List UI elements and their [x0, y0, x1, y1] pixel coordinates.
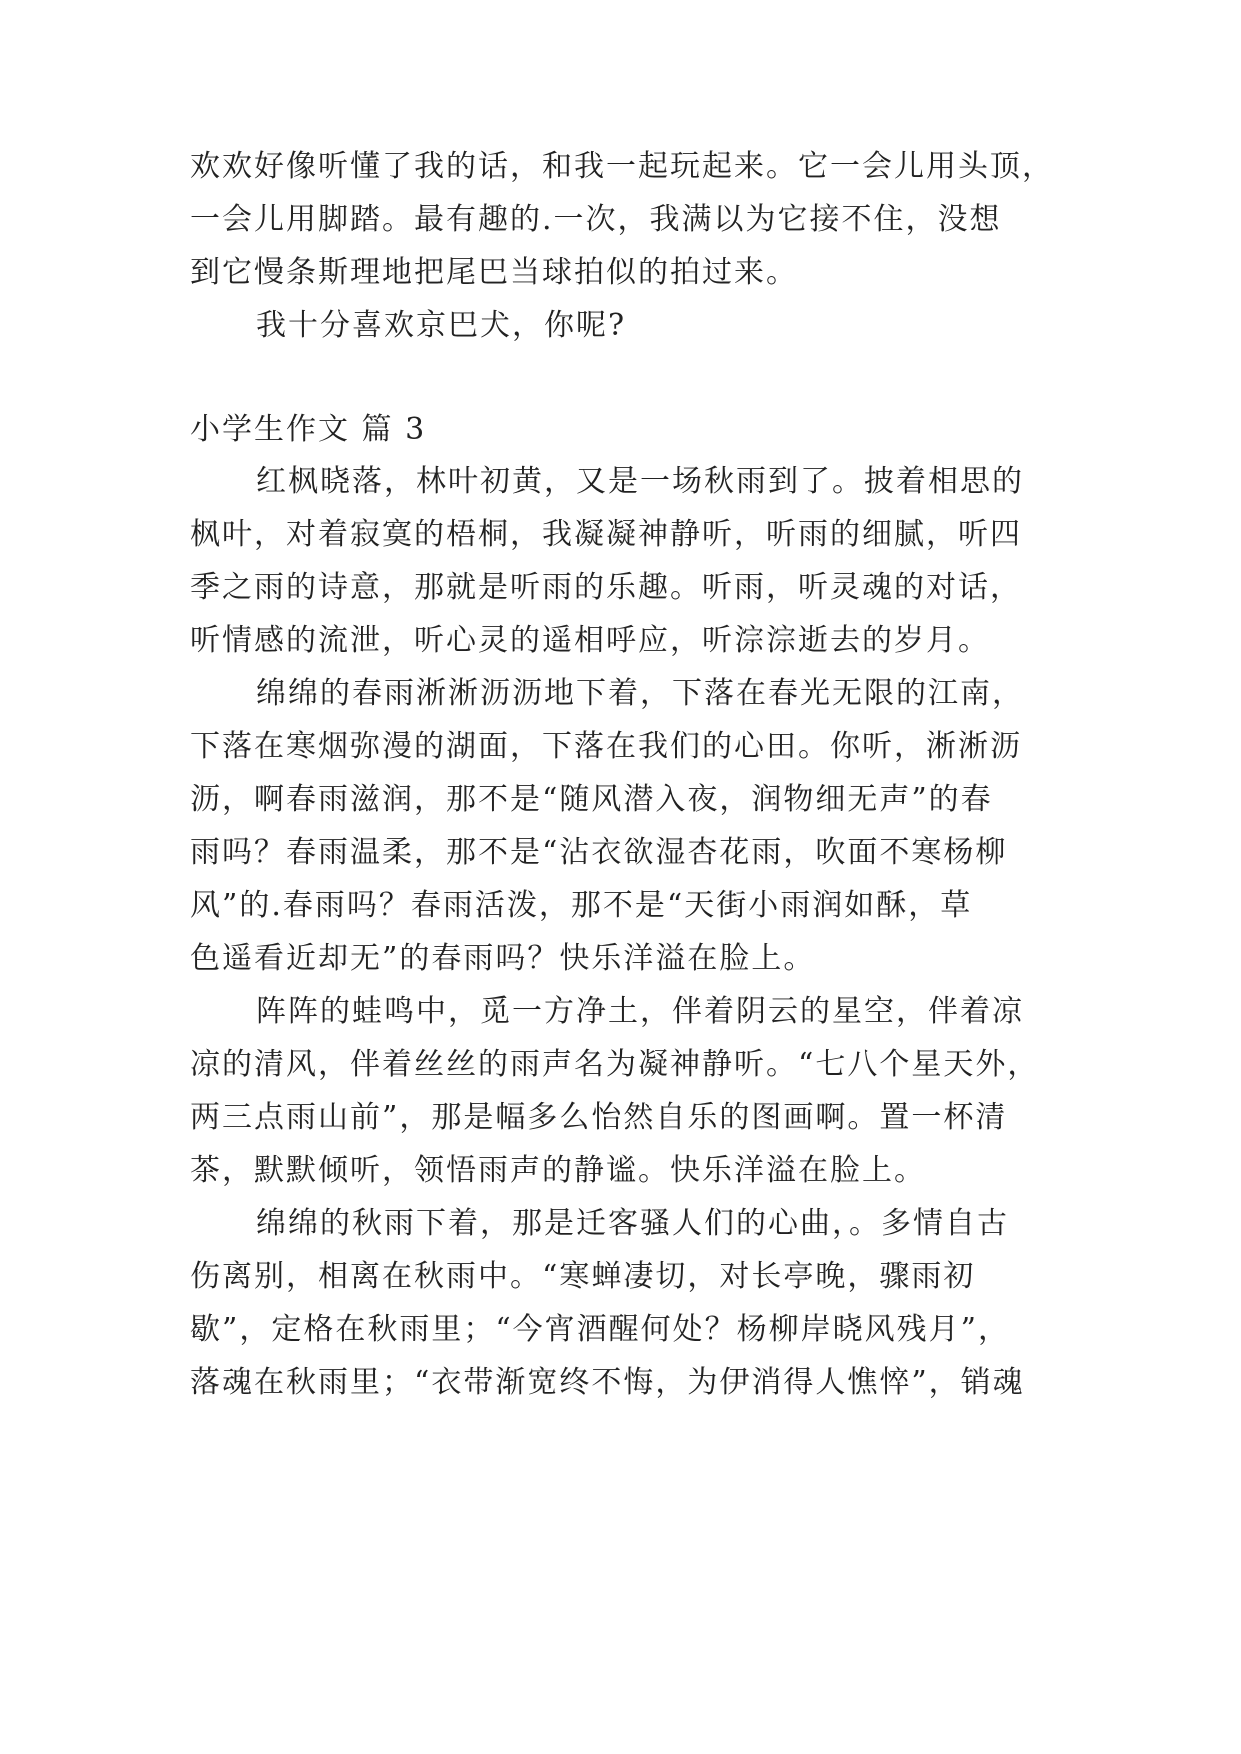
- paragraph-line: 沥，啊春雨滋润，那不是“随风潜入夜，润物细无声”的春: [190, 782, 993, 817]
- paragraph-line: 一会儿用脚踏。最有趣的.一次，我满以为它接不住，没想: [190, 202, 1002, 237]
- paragraph-line: 风”的.春雨吗？春雨活泼，那不是“天街小雨润如酥，草: [190, 888, 973, 923]
- paragraph-line: 欢欢好像听懂了我的话，和我一起玩起来。它一会儿用头顶，: [190, 149, 1054, 184]
- paragraph-line: 我十分喜欢京巴犬，你呢?: [256, 308, 627, 343]
- paragraph-line: 绵绵的春雨淅淅沥沥地下着，下落在春光无限的江南，: [256, 676, 1024, 711]
- paragraph-line: 阵阵的蛙鸣中，觅一方净土，伴着阴云的星空，伴着凉: [256, 994, 1024, 1029]
- paragraph-line: 落魂在秋雨里；“衣带渐宽终不悔，为伊消得人憔悴”，销魂: [190, 1365, 1025, 1400]
- paragraph-line: 雨吗？春雨温柔，那不是“沾衣欲湿杏花雨，吹面不寒杨柳: [190, 835, 1008, 870]
- paragraph-line: 下落在寒烟弥漫的湖面，下落在我们的心田。你听，淅淅沥: [190, 729, 1022, 764]
- paragraph-line: 绵绵的秋雨下着，那是迁客骚人们的心曲，。多情自古: [256, 1206, 1009, 1241]
- paragraph-line: 歇”，定格在秋雨里；“今宵酒醒何处？杨柳岸晓风残月”，: [190, 1312, 1011, 1347]
- paragraph-line: 色遥看近却无”的春雨吗？快乐洋溢在脸上。: [190, 941, 816, 976]
- paragraph-line: 红枫晓落，林叶初黄，又是一场秋雨到了。披着相思的: [256, 464, 1024, 499]
- paragraph-line: 茶，默默倾听，领悟雨声的静谧。快乐洋溢在脸上。: [190, 1153, 926, 1188]
- paragraph-line: 枫叶，对着寂寞的梧桐，我凝凝神静听，听雨的细腻，听四: [190, 517, 1022, 552]
- paragraph-line: 季之雨的诗意，那就是听雨的乐趣。听雨，听灵魂的对话，: [190, 570, 1022, 605]
- paragraph-line: 伤离别，相离在秋雨中。“寒蝉凄切，对长亭晚，骤雨初: [190, 1259, 976, 1294]
- paragraph-line: 凉的清风，伴着丝丝的雨声名为凝神静听。“七八个星天外，: [190, 1047, 1040, 1082]
- section-heading: 小学生作文 篇 3: [190, 412, 427, 447]
- paragraph-line: 两三点雨山前”，那是幅多么怡然自乐的图画啊。置一杯清: [190, 1100, 1008, 1135]
- paragraph-line: 听情感的流泄，听心灵的遥相呼应，听淙淙逝去的岁月。: [190, 623, 990, 658]
- paragraph-line: 到它慢条斯理地把尾巴当球拍似的拍过来。: [190, 255, 798, 290]
